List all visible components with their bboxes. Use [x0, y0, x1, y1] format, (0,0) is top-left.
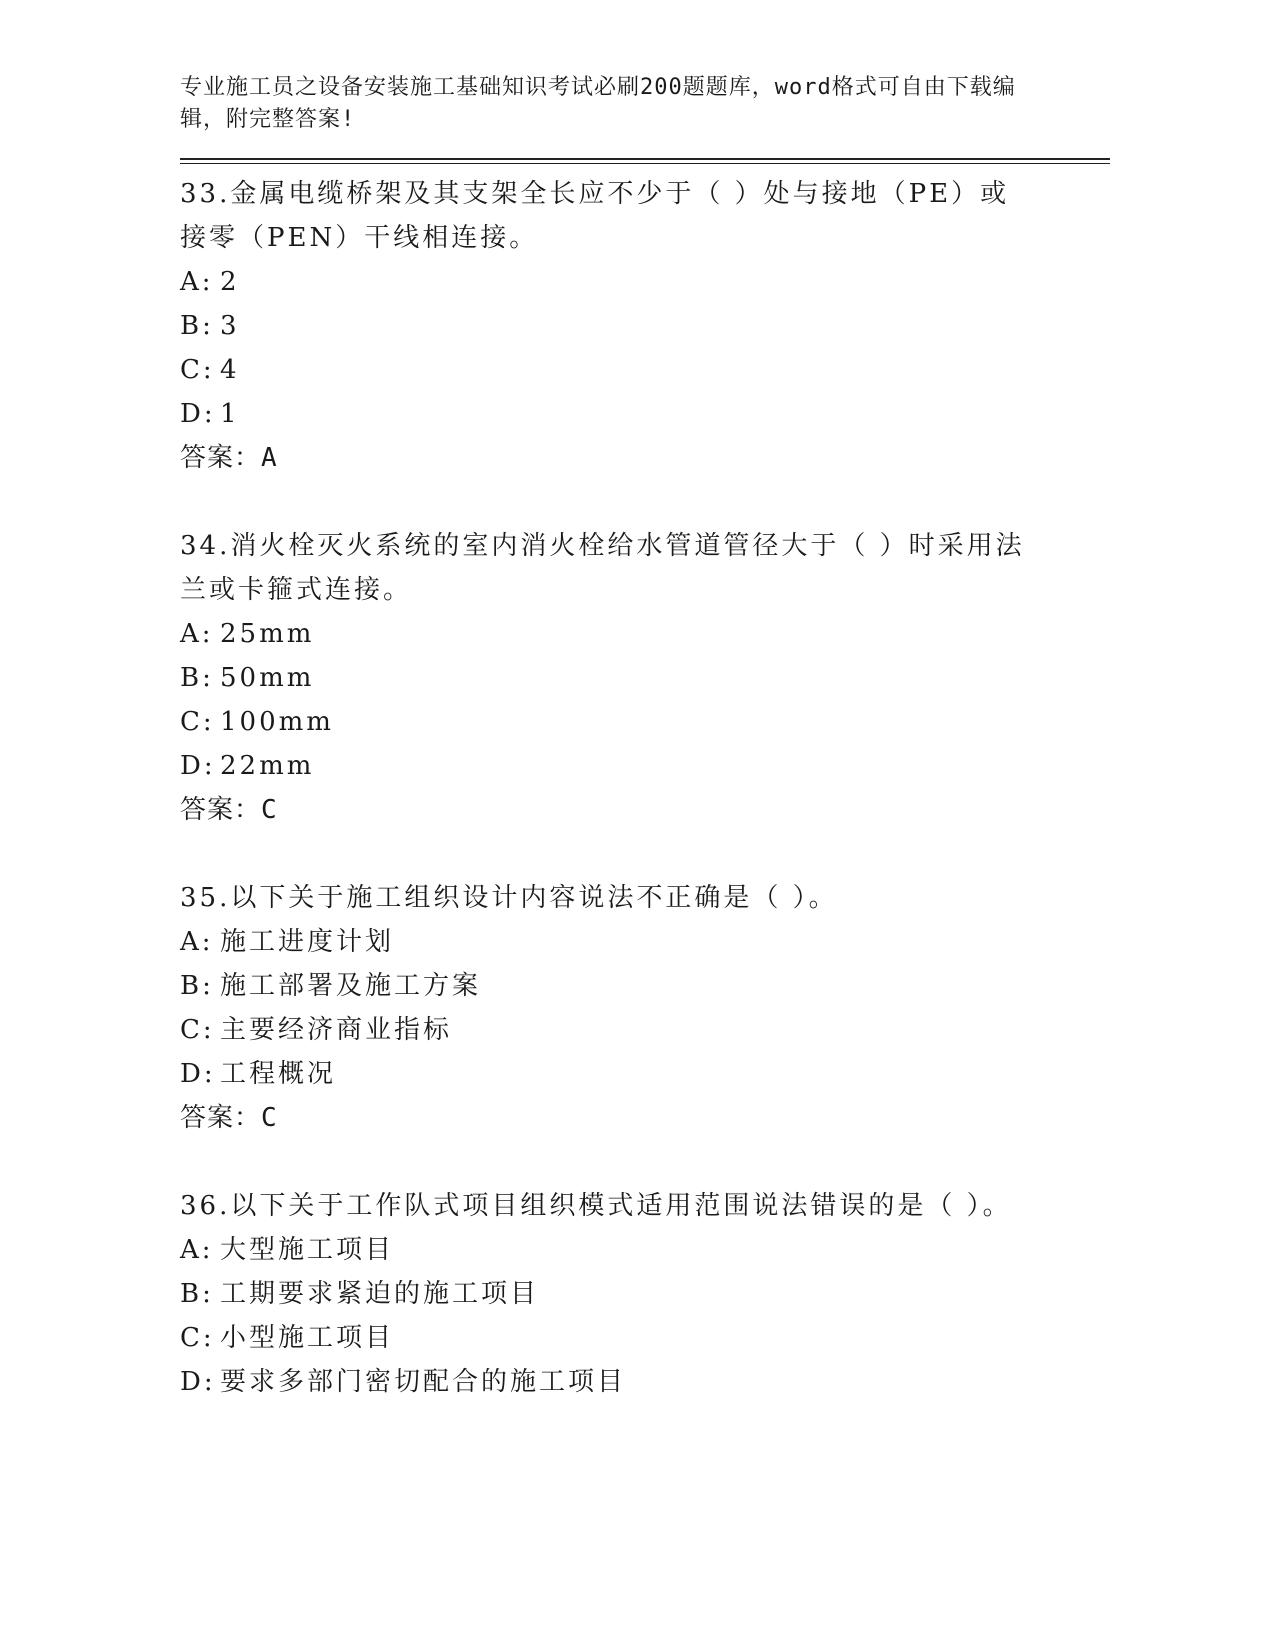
option-c	[180, 348, 1110, 392]
option-text: 22mm	[220, 751, 315, 781]
answer-line: 答案：C	[180, 795, 278, 825]
option-letter: C:	[180, 707, 215, 737]
option-text: 主要经济商业指标	[220, 1015, 453, 1045]
option-text: 1	[220, 399, 240, 429]
document-page	[180, 72, 1110, 1448]
question-stem: 33.金属电缆桥架及其支架全长应不少于（ ）处与接地（PE）或接零（PEN）干线相连接。	[180, 179, 1010, 253]
option-c	[180, 1316, 1110, 1360]
option-text: 工期要求紧迫的施工项目	[220, 1279, 540, 1309]
option-text: 工程概况	[220, 1059, 337, 1089]
question-35	[180, 876, 1110, 1140]
option-text: 25mm	[220, 619, 315, 649]
option-b	[180, 304, 1110, 348]
option-letter: A:	[180, 267, 214, 297]
option-b	[180, 656, 1110, 700]
option-a	[180, 920, 1110, 964]
option-letter: D:	[180, 751, 216, 781]
option-text: 4	[220, 355, 240, 385]
header-divider	[180, 158, 1110, 164]
option-text: 要求多部门密切配合的施工项目	[220, 1367, 627, 1397]
answer-line: 答案：C	[180, 1103, 278, 1133]
option-text: 施工进度计划	[220, 927, 395, 957]
option-a	[180, 612, 1110, 656]
option-letter: D:	[180, 399, 216, 429]
option-letter: D:	[180, 1059, 216, 1089]
option-c	[180, 700, 1110, 744]
option-text: 3	[220, 311, 240, 341]
option-text: 100mm	[220, 707, 334, 737]
option-letter: A:	[180, 927, 214, 957]
option-letter: B:	[180, 1279, 214, 1309]
option-letter: D:	[180, 1367, 216, 1397]
option-text: 2	[220, 267, 240, 297]
option-a	[180, 1228, 1110, 1272]
option-b	[180, 1272, 1110, 1316]
option-text: 大型施工项目	[220, 1235, 395, 1265]
answer-line: 答案：A	[180, 443, 278, 473]
option-d	[180, 744, 1110, 788]
option-letter: A:	[180, 619, 214, 649]
option-a	[180, 260, 1110, 304]
question-33	[180, 172, 1110, 480]
option-b	[180, 964, 1110, 1008]
option-d	[180, 1360, 1110, 1404]
option-letter: B:	[180, 663, 214, 693]
document-title: 专业施工员之设备安装施工基础知识考试必刷200题题库，word格式可自由下载编辑，附完整答案!	[180, 75, 1016, 132]
option-letter: B:	[180, 971, 214, 1001]
option-c	[180, 1008, 1110, 1052]
option-letter: B:	[180, 311, 214, 341]
question-36	[180, 1184, 1110, 1404]
question-list	[180, 172, 1110, 1404]
question-34	[180, 524, 1110, 832]
question-stem: 36.以下关于工作队式项目组织模式适用范围说法错误的是（ ）。	[180, 1191, 1012, 1221]
option-d	[180, 1052, 1110, 1096]
option-letter: C:	[180, 355, 215, 385]
option-text: 小型施工项目	[220, 1323, 395, 1353]
option-text: 50mm	[220, 663, 315, 693]
option-d	[180, 392, 1110, 436]
question-stem: 34.消火栓灭火系统的室内消火栓给水管道管径大于（ ）时采用法兰或卡箍式连接。	[180, 531, 1025, 605]
option-letter: A:	[180, 1235, 214, 1265]
option-letter: C:	[180, 1015, 215, 1045]
question-stem: 35.以下关于施工组织设计内容说法不正确是（ ）。	[180, 883, 838, 913]
option-text: 施工部署及施工方案	[220, 971, 482, 1001]
option-letter: C:	[180, 1323, 215, 1353]
